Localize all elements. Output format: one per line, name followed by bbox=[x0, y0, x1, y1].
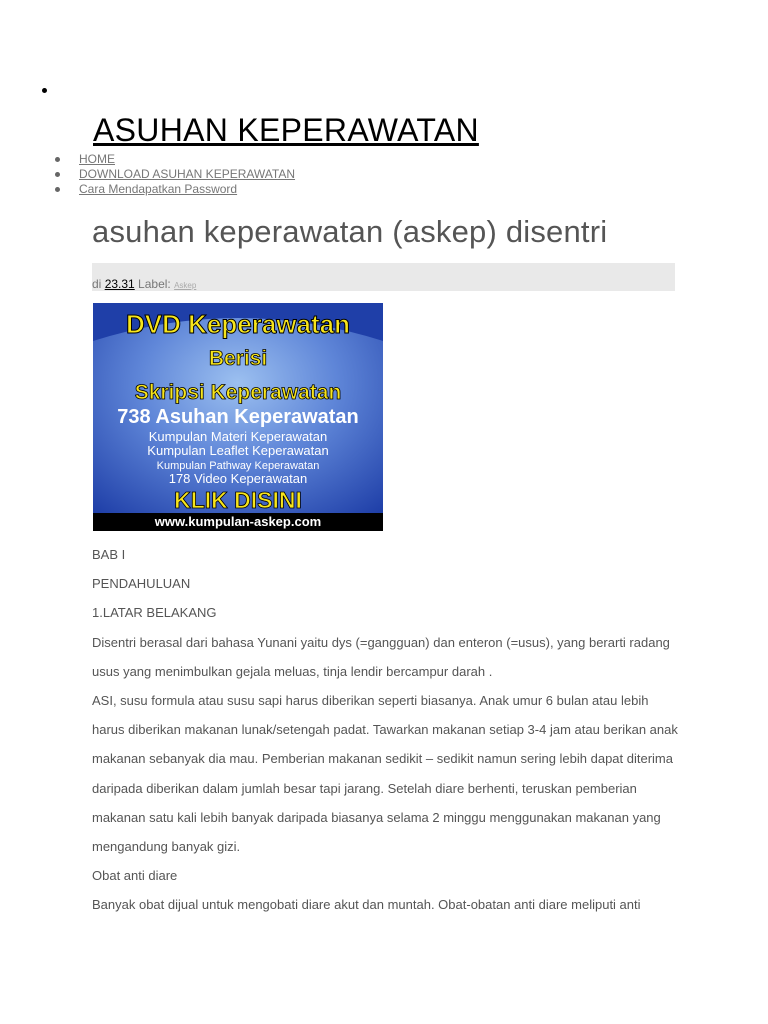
content-latar-belakang: 1.LATAR BELAKANG bbox=[92, 605, 217, 621]
dvd-banner-ad[interactable] bbox=[93, 303, 383, 531]
content-paragraph-2: ASI, susu formula atau susu sapi harus diberikan seperti biasanya. Anak umur 6 bulan atau lebih harus diberikan makanan lunak/setengah padat. Tawarkan makanan setiap 3-4 jam atau berikan anak makanan sebanyak dia mau. Pemberian makanan sedikit – sedikit namun sering lebih dapat diterima daripada diberikan dalam jumlah besar tapi jarang. Setelah diare berhenti, teruskan pemberian makanan satu kali lebih banyak daripada biasanya selama 2 minggu menggunakan makanan yang mengandung banyak gizi. bbox=[92, 693, 678, 855]
banner-line5: Kumpulan Materi Keperawatan bbox=[148, 429, 328, 444]
banner-line9: KLIK DISINI bbox=[174, 487, 302, 513]
post-title: asuhan keperawatan (askep) disentri bbox=[92, 214, 608, 249]
post-time-link[interactable]: 23.31 bbox=[104, 277, 135, 291]
post-label-link[interactable]: Askep bbox=[174, 281, 197, 290]
nav-link-download[interactable]: DOWNLOAD ASUHAN KEPERAWATAN bbox=[79, 167, 296, 181]
banner-line6: Kumpulan Leaflet Keperawatan bbox=[147, 443, 329, 458]
nav-item-home bbox=[55, 152, 295, 167]
banner-line3: Skripsi Keperawatan bbox=[134, 381, 342, 404]
post-content bbox=[92, 540, 682, 920]
banner-line1: DVD Keperawatan bbox=[126, 309, 350, 339]
banner-graphic bbox=[93, 303, 383, 531]
content-pendahuluan: PENDAHULUAN bbox=[92, 576, 191, 592]
content-paragraph-3: Banyak obat dijual untuk mengobati diare akut dan muntah. Obat-obatan anti diare meliputi anti bbox=[92, 897, 641, 913]
nav-item-password bbox=[55, 182, 295, 197]
site-title[interactable]: ASUHAN KEPERAWATAN bbox=[93, 112, 479, 148]
nav-link-password[interactable]: Cara Mendapatkan Password bbox=[79, 182, 238, 196]
content-paragraph-1: Disentri berasal dari bahasa Yunani yaitu dys (=gangguan) dan enteron (=usus), yang berarti radang usus yang menimbulkan gejala meluas, tinja lendir bercampur darah . bbox=[92, 634, 670, 679]
content-bab: BAB I bbox=[92, 547, 126, 562]
banner-line7: Kumpulan Pathway Keperawatan bbox=[156, 460, 320, 472]
nav-item-download bbox=[55, 167, 295, 182]
banner-line10: www.kumpulan-askep.com bbox=[154, 514, 322, 529]
nav-link-home[interactable]: HOME bbox=[79, 152, 115, 166]
banner-line4: 738 Asuhan Keperawatan bbox=[117, 406, 359, 428]
banner-line8: 178 Video Keperawatan bbox=[168, 471, 308, 486]
meta-prefix: di bbox=[92, 277, 105, 291]
post-meta bbox=[92, 263, 675, 291]
meta-label-prefix: Label: bbox=[134, 277, 175, 291]
banner-line2: Berisi bbox=[208, 347, 268, 370]
list-bullet bbox=[42, 88, 47, 93]
nav-menu bbox=[55, 152, 295, 197]
content-obat-heading: Obat anti diare bbox=[92, 868, 178, 884]
